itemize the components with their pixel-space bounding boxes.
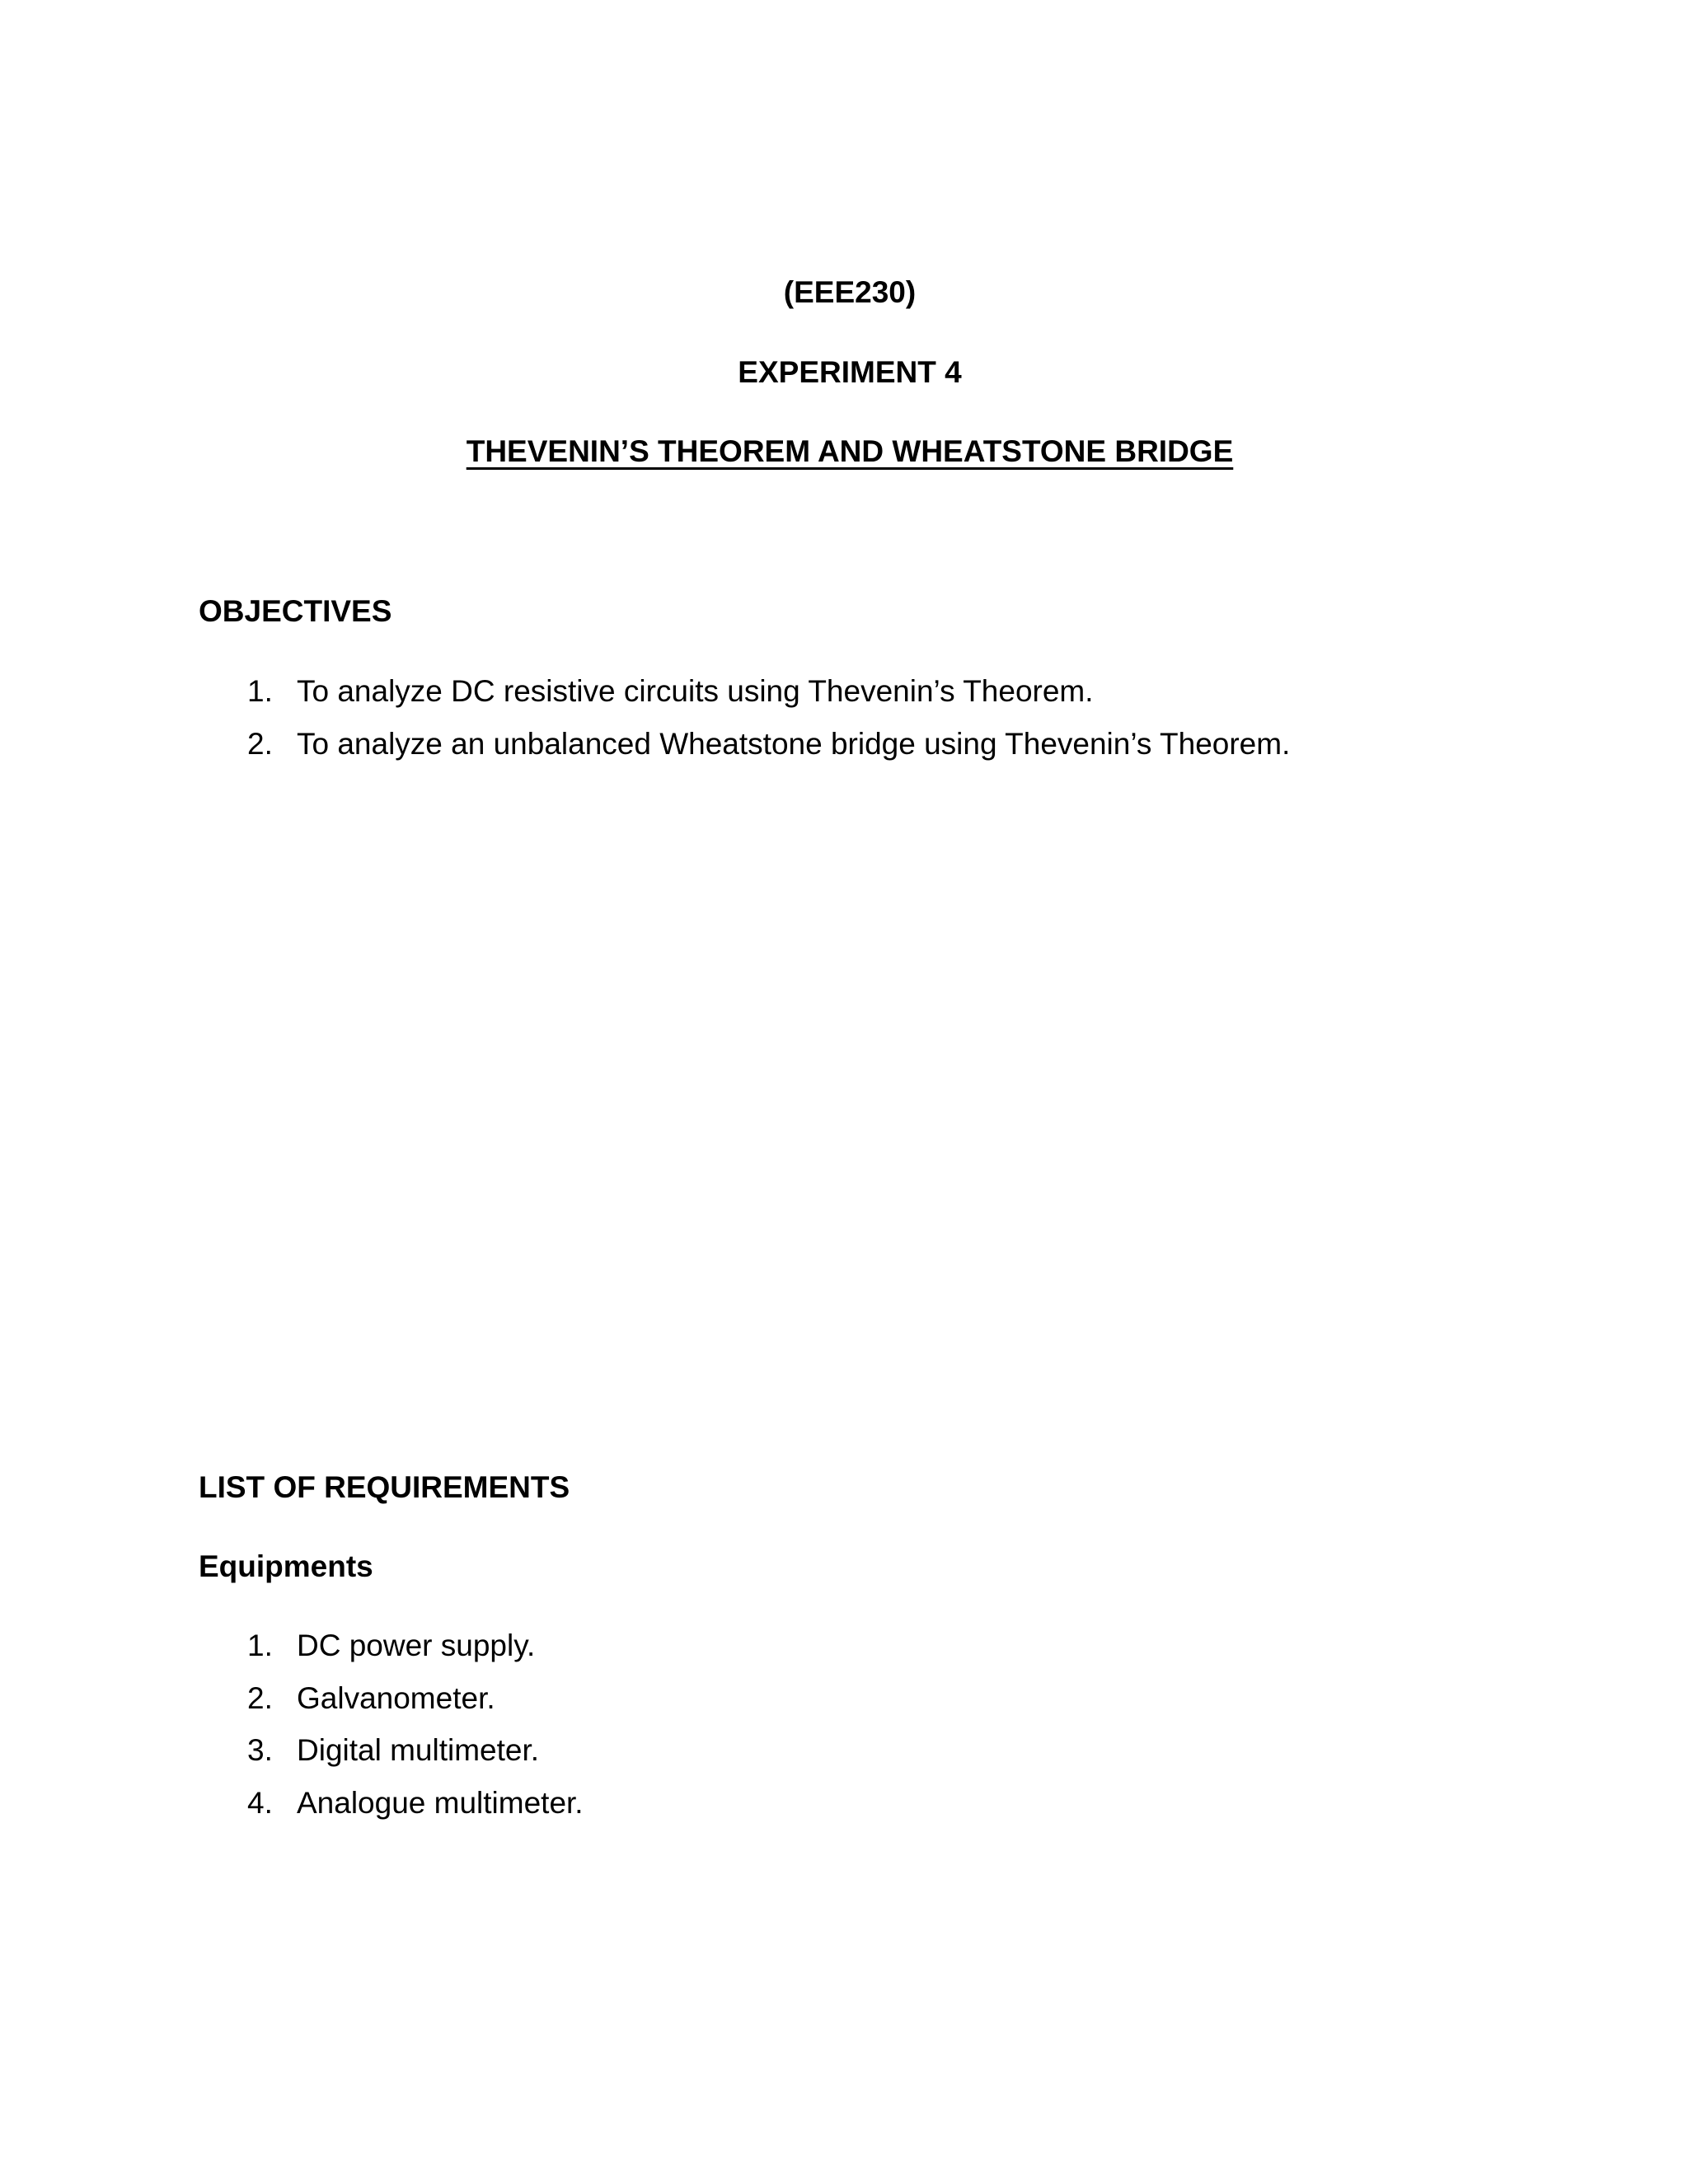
requirements-heading: LIST OF REQUIREMENTS [199, 1470, 570, 1504]
experiment-number [0, 354, 1688, 391]
list-item-number: 2. [247, 726, 273, 761]
list-item-text: To analyze DC resistive circuits using Thevenin’s Theorem. [297, 674, 1094, 708]
list-item-text: To analyze an unbalanced Wheatstone bridge using Thevenin’s Theorem. [297, 726, 1291, 761]
list-item-number: 3. [247, 1733, 273, 1767]
list-item-number: 1. [247, 1629, 273, 1662]
objectives-heading: OBJECTIVES [199, 594, 392, 628]
experiment-title [0, 434, 1688, 470]
list-item-text: Galvanometer. [297, 1680, 495, 1715]
list-item-text: DC power supply. [297, 1629, 536, 1662]
list-item-number: 2. [247, 1680, 273, 1715]
course-code [0, 274, 1688, 311]
list-item-text: Analogue multimeter. [297, 1785, 584, 1820]
list-item-text: Digital multimeter. [297, 1733, 540, 1767]
experiment-title-text: THEVENIN’S THEOREM AND WHEATSTONE BRIDGE [466, 434, 1234, 468]
experiment-number-text: EXPERIMENT 4 [738, 355, 962, 389]
list-item-number: 1. [247, 674, 273, 708]
equipments-heading: Equipments [199, 1549, 373, 1583]
course-code-text: (EEE230) [783, 275, 917, 309]
list-item-number: 4. [247, 1785, 273, 1820]
